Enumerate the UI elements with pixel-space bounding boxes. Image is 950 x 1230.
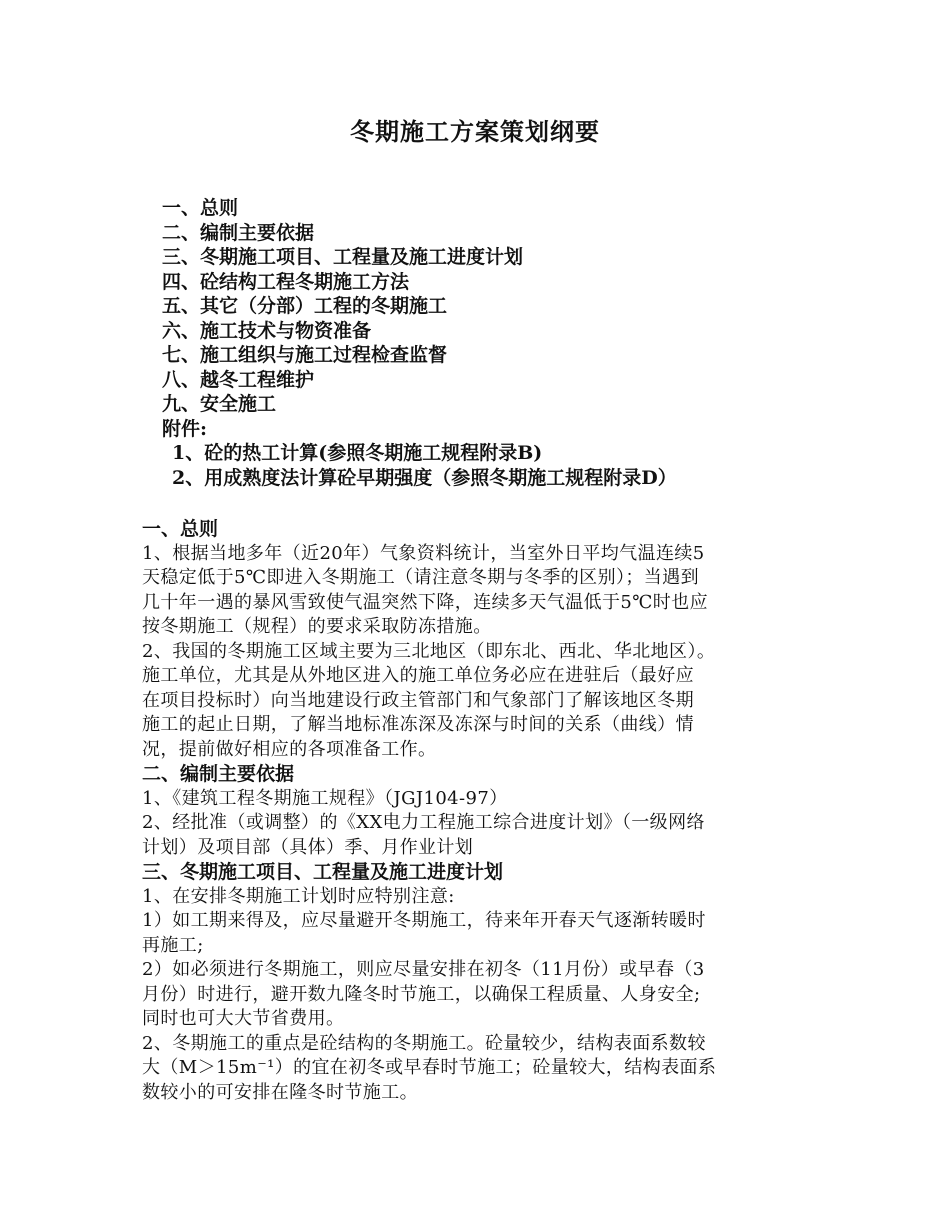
- paragraph-line: 在项目投标时）向当地建设行政主管部门和气象部门了解该地区冬期: [142, 689, 694, 711]
- paragraph-line: 2）如必须进行冬期施工，则应尽量安排在初冬（11月份）或早春（3: [142, 959, 705, 980]
- document-title: 冬期施工方案策划纲要: [350, 117, 600, 146]
- paragraph-line: 2、经批准（或调整）的《XX电力工程施工综合进度计划》（一级网络: [142, 812, 705, 833]
- paragraph-line: 2、冬期施工的重点是砼结构的冬期施工。砼量较少，结构表面系数较: [142, 1032, 706, 1054]
- paragraph-line: 1）如工期来得及，应尽量避开冬期施工，待来年开春天气逐渐转暖时: [142, 910, 706, 931]
- paragraph-line: 几十年一遇的暴风雪致使气温突然下降，连续多天气温低于5℃时也应: [142, 591, 708, 613]
- paragraph-line: 计划）及项目部（具体）季、月作业计划: [142, 836, 474, 858]
- toc-item-4: 四、砼结构工程冬期施工方法: [162, 270, 410, 293]
- paragraph-line: 施工单位，尤其是从外地区进入的施工单位务必应在进驻后（最好应: [142, 665, 694, 686]
- toc-appendix-label: 附件:: [162, 417, 208, 440]
- paragraph-line: 月份）时进行，避开数九隆冬时节施工，以确保工程质量、人身安全;: [142, 983, 701, 1005]
- toc-item-9: 九、安全施工: [162, 393, 277, 415]
- paragraph-line: 况，提前做好相应的各项准备工作。: [142, 738, 437, 760]
- paragraph-line: 2、我国的冬期施工区域主要为三北地区（即东北、西北、华北地区）。: [142, 640, 716, 662]
- toc-appendix-item-1: 1、砼的热工计算(参照冬期施工规程附录B): [172, 442, 543, 464]
- paragraph-line: 按冬期施工（规程）的要求采取防冻措施。: [142, 616, 492, 637]
- toc-item-5: 五、其它（分部）工程的冬期施工: [162, 295, 448, 317]
- paragraph-line: 1、《建筑工程冬期施工规程》（JGJ104-97）: [142, 787, 508, 809]
- paragraph-line: 再施工;: [142, 934, 204, 956]
- paragraph-line: 同时也可大大节省费用。: [142, 1008, 345, 1029]
- toc-item-8: 八、越冬工程维护: [162, 368, 315, 391]
- toc-item-7: 七、施工组织与施工过程检查监督: [162, 344, 448, 366]
- section-heading-basis: 二、编制主要依据: [142, 763, 295, 785]
- paragraph-line: 大（M＞15m⁻¹）的宜在初冬或早春时节施工；砼量较大，结构表面系: [142, 1057, 717, 1078]
- section-heading-schedule: 三、冬期施工项目、工程量及施工进度计划: [142, 861, 504, 883]
- toc-item-2: 二、编制主要依据: [162, 221, 315, 244]
- paragraph-line: 施工的起止日期，了解当地标准冻深及冻深与时间的关系（曲线）情: [142, 714, 694, 735]
- toc-item-6: 六、施工技术与物资准备: [162, 319, 372, 342]
- paragraph-line: 数较小的可安排在隆冬时节施工。: [142, 1081, 418, 1103]
- toc-appendix-item-2: 2、用成熟度法计算砼早期强度（参照冬期施工规程附录D）: [172, 466, 677, 489]
- toc-item-1: 一、总则: [162, 197, 239, 219]
- paragraph-line: 1、在安排冬期施工计划时应特别注意:: [142, 885, 455, 907]
- toc-item-3: 三、冬期施工项目、工程量及施工进度计划: [162, 246, 524, 268]
- section-heading-general: 一、总则: [142, 518, 219, 540]
- paragraph-line: 1、根据当地多年（近20年）气象资料统计，当室外日平均气温连续5: [142, 542, 705, 564]
- document-body: [142, 517, 822, 1105]
- paragraph-line: 天稳定低于5℃即进入冬期施工（请注意冬期与冬季的区别）；当遇到: [142, 567, 699, 588]
- table-of-contents: [162, 196, 862, 490]
